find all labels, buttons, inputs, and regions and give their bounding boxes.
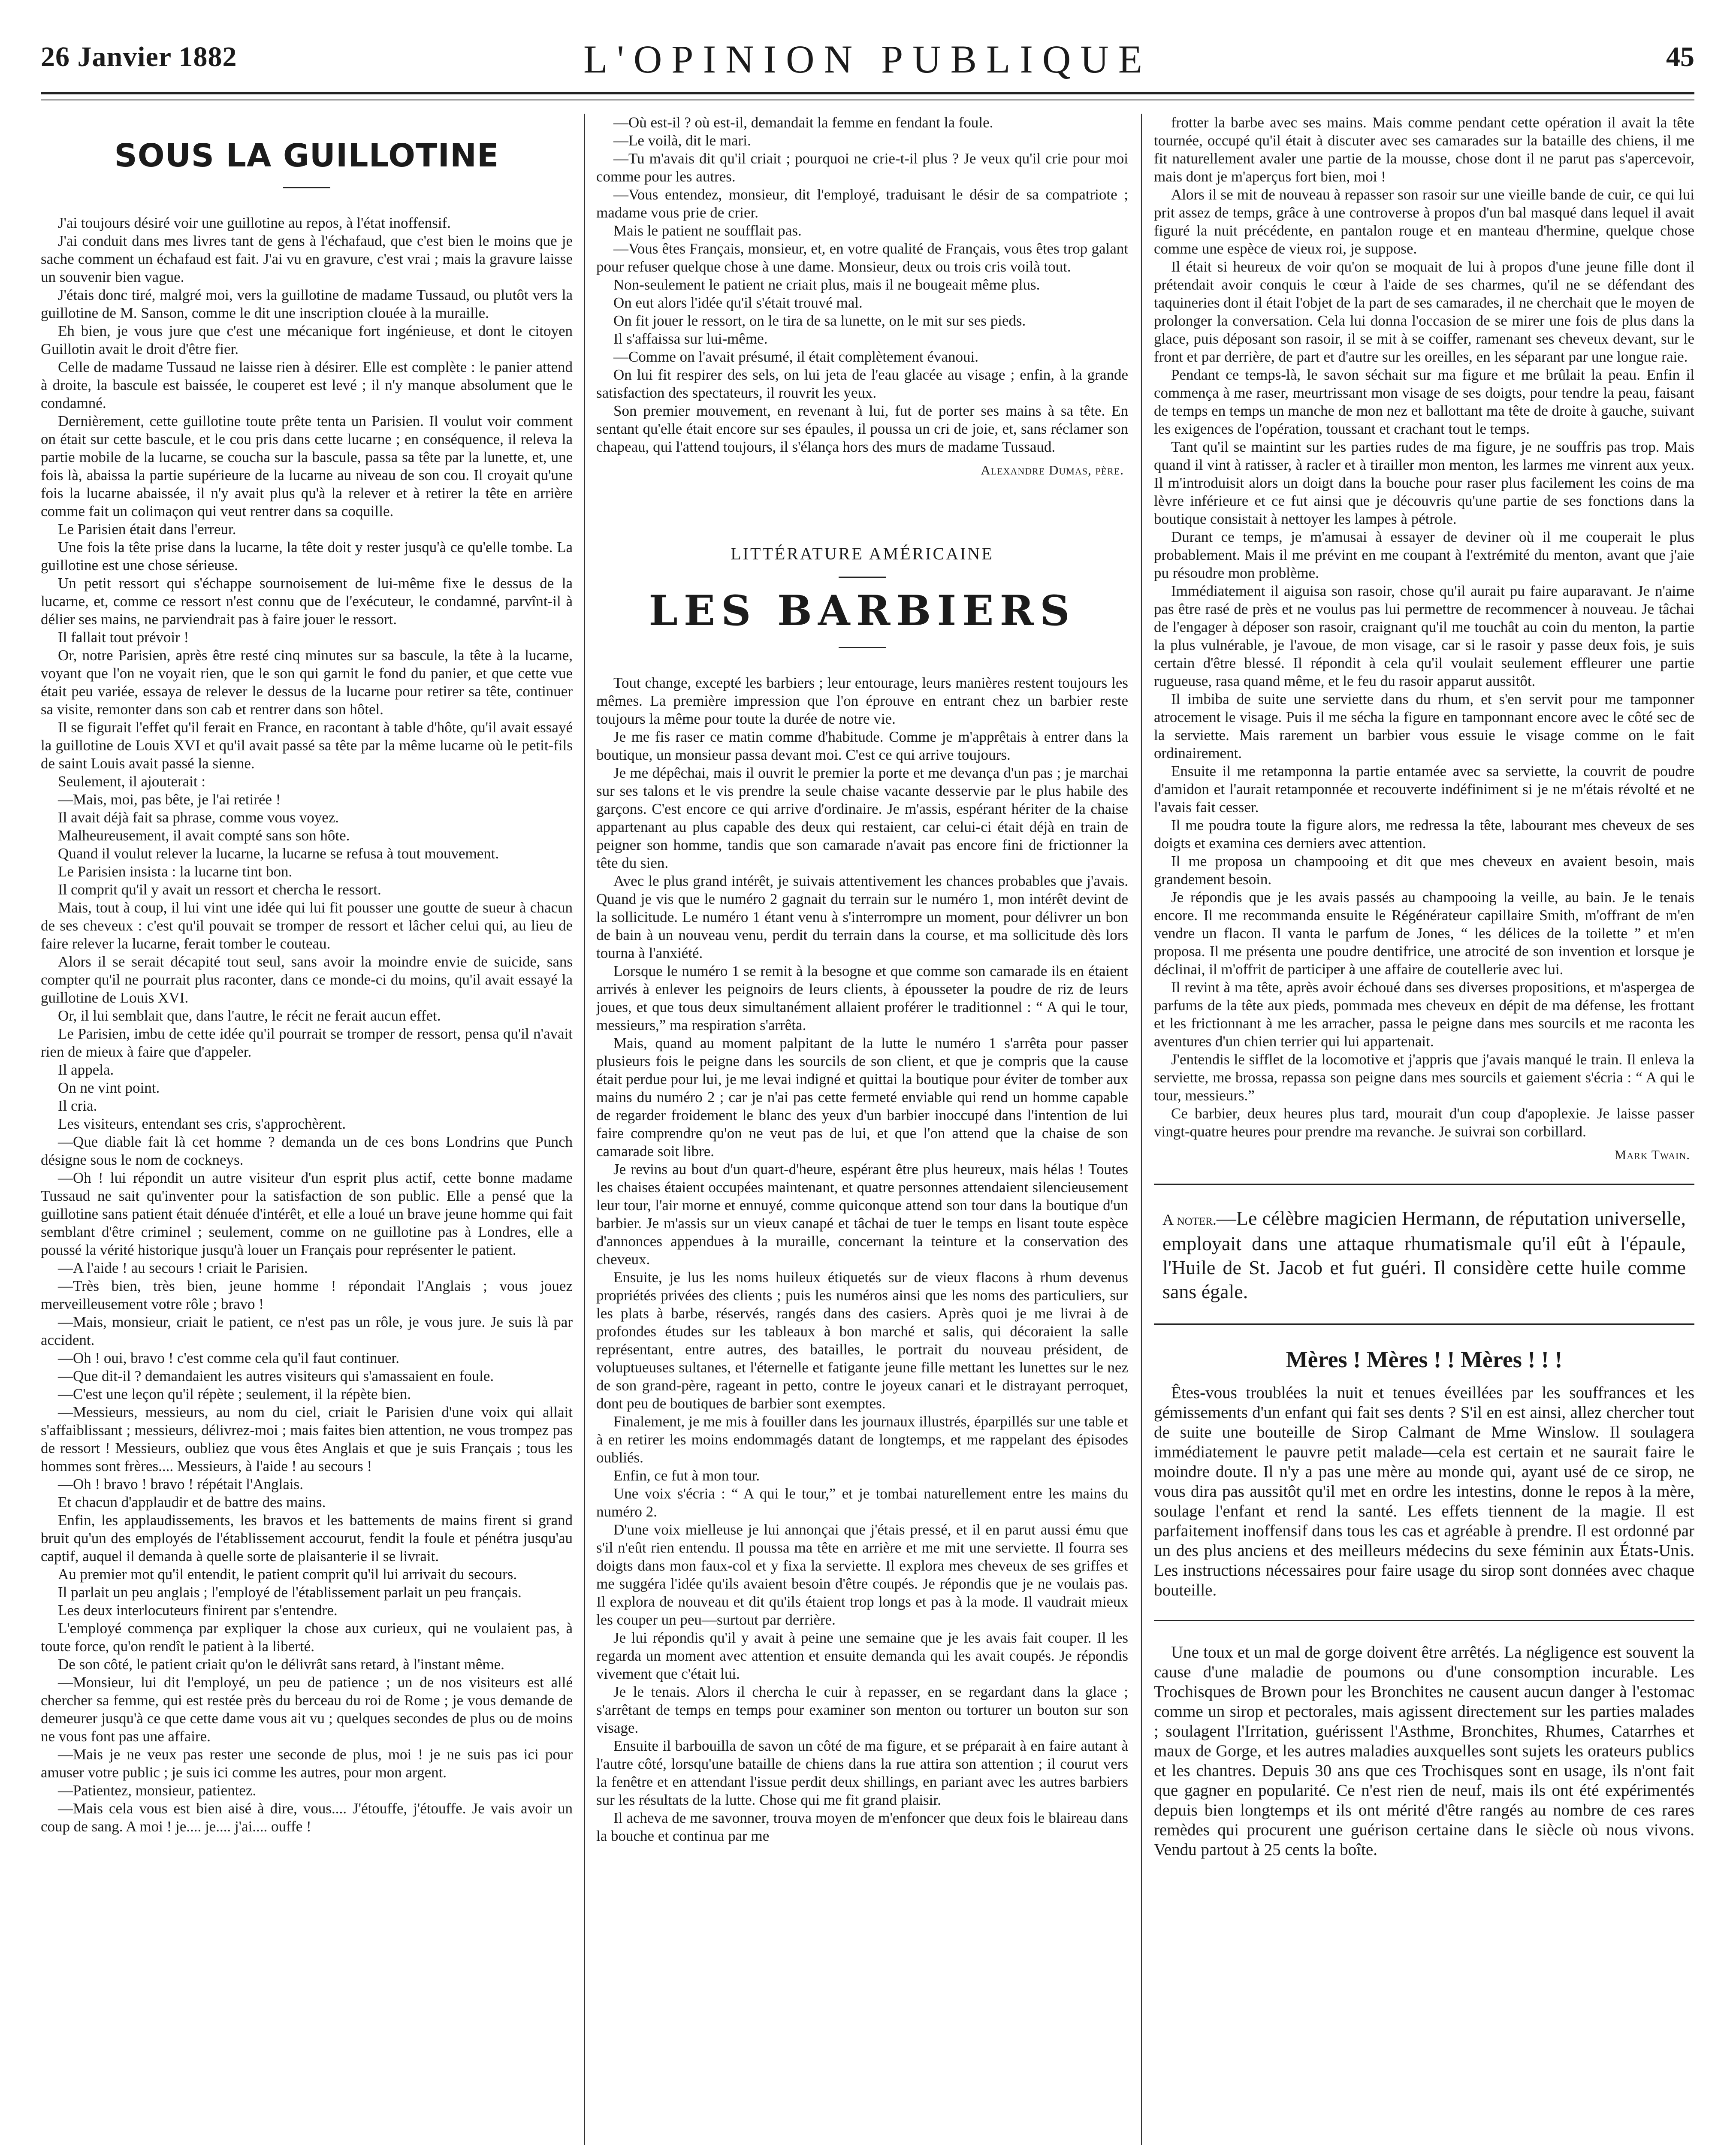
paragraph: Pendant ce temps-là, le savon séchait sur ma figure et me brûlait la peau. Enfin il commença à me raser, meurtrissant mon visage de ses doigts, pour tendre la peau, faisant de temps en temps un manche de mon nez et ballottant ma tête de droite à gauche, suivant les exigences de l'opération, toussant et crachant tout le temps.	[1154, 366, 1694, 437]
paragraph: Il revint à ma tête, après avoir échoué dans ses diverses propositions, et m'aspergea de parfums de la tête aux pieds, pommada mes cheveux en dépit de ma défense, les frottant et les frictionnant à me les arracher, passa le peigne dans mes sourcils et me raconta les aventures d'un chien terrier qui lui appartenait.	[1154, 979, 1694, 1050]
paragraph: Tout change, excepté les barbiers ; leur entourage, leurs manières restent toujours les mêmes. La première impression que l'on éprouve en entrant chez un barbier reste toujours la même pour toute la durée de notre vie.	[596, 674, 1128, 727]
column-divider-2	[1141, 114, 1142, 2145]
author-signature-twain: Mark Twain.	[1614, 1147, 1690, 1162]
article-title-barbiers: LES BARBIERS	[649, 586, 1076, 635]
column-3	[1154, 114, 1694, 2145]
page-number: 45	[1666, 41, 1694, 73]
column-1	[41, 114, 573, 2145]
ad-sirop-text: Êtes-vous troublées la nuit et tenues éveillées par les souffrances et les gémissements d'un enfant qui fait ses dents ? S'il en est ainsi, allez chercher tout de suite une bouteille de Sirop Calmant de Mme Winslow. Il soulagera immédiatement le pauvre petit malade—cela est certain et ne saurait faire le moindre doute. Il n'y a pas une mère au monde qui, ayant usé de ce sirop, ne vous dira pas aussitôt qu'il met en ordre les intestins, donne le repos à la mère, soulage l'enfant et rend la santé. Les effets tiennent de la magie. Il est parfaitement inoffensif dans tous les cas et agréable à prendre. Il est ordonné par un des plus anciens et des meilleurs médecins du sexe féminin aux États-Unis. Les instructions nécessaires pour faire usage du sirop sont données avec chaque bouteille.	[1154, 1384, 1694, 1599]
paragraph: De son côté, le patient criait qu'on le délivrât sans retard, à l'instant même.	[58, 1656, 504, 1673]
title-rule-2	[839, 647, 886, 648]
newspaper-title: L'OPINION PUBLIQUE	[583, 37, 1152, 81]
paragraph: Il imbiba de suite une serviette dans du rhum, et s'en servit pour me tamponner atrocement le visage. Puis il me sécha la figure en tamponnant encore avec le côté sec de la serviette. Mais rarement un barbier vous essuie le visage comme on le fait ordinairement.	[1154, 691, 1694, 761]
paragraph: Non-seulement le patient ne criait plus, mais il ne bougeait même plus.	[613, 276, 1040, 293]
paragraph: Le Parisien était dans l'erreur.	[58, 521, 236, 538]
paragraph: Immédiatement il aiguisa son rasoir, chose qu'il aurait pu faire auparavant. Je n'aime pas être rasé de près et ne voulus pas lui permettre de recommencer à nouveau. Je tâchai de l'engager à déposer son rasoir, craignant qu'il me touchât au coin du menton, la partie la plus vulnérable, je l'avoue, de mon visage, car si le rasoir y passe deux fois, je suis certain d'être blessé. Il répondit à cela qu'il voulait seulement effleurer une partie rugueuse, rasa quand même, et le feu du rasoir apparut aussitôt.	[1154, 583, 1694, 689]
paragraph: On fit jouer le ressort, on le tira de sa lunette, on le mit sur ses pieds.	[613, 312, 1026, 329]
title-rule	[283, 187, 330, 188]
paragraph: Ensuite, je lus les noms huileux étiquetés sur de vieux flacons à rhum devenus propriétés privées des clients ; puis les numéros ainsi que les noms des particuliers, sur les plats à barbe, réservés, rangés dans des casiers. Après quoi je me livrai à de profondes études sur les tableaux à bon marché et salis, qui décoraient la salle représentant, entre autres, des batailles, le portrait du nouveau président, de voluptueuses sultanes, et l'éternelle et fatigante jeune fille mettant les lunettes sur le nez de son grand-père, rageant in petto, contre le joyeux canari et le distrayant perroquet, dont peu de boutiques de barbier sont exemptes.	[596, 1269, 1128, 1412]
paragraph: Il appela.	[58, 1061, 114, 1078]
paragraph: Dernièrement, cette guillotine toute prête tenta un Parisien. Il voulut voir comment on était sur cette bascule, et le cou pris dans cette lucarne ; en conséquence, il releva la partie mobile de la lucarne, se coucha sur la bascule, passa sa tête par la lunette, et, une fois là, abaissa la partie supérieure de la lucarne au niveau de son cou. Il croyait qu'une fois la lucarne abaissée, il n'y avait plus qu'à la relever et à retirer la tête en arrière comme fait un colimaçon qui veut rentrer dans sa coquille.	[41, 413, 573, 520]
paragraph: Alors il se serait décapité tout seul, sans avoir la moindre envie de suicide, sans compter qu'il ne pourrait plus raconter, dans ce monde-ci du moins, qu'il avait essayé la guillotine de Louis XVI.	[41, 953, 573, 1006]
paragraph: Alors il se mit de nouveau à repasser son rasoir sur une vieille bande de cuir, ce qui lui prit assez de temps, grâce à une controverse à propos d'un bal masqué dans lequel il avait figuré la nuit précédente, en pantalon rouge et en manteau d'hermine, quelque chose comme une espèce de vieux roi, je suppose.	[1154, 186, 1694, 257]
paragraph: Je le tenais. Alors il chercha le cuir à repasser, en se regardant dans la glace ; s'arrêtant de temps en temps pour examiner son menton ou torturer un bouton sur son visage.	[596, 1683, 1128, 1736]
paragraph: —Oh ! oui, bravo ! c'est comme cela qu'il faut continuer.	[58, 1350, 399, 1366]
paragraph: Un petit ressort qui s'échappe sournoisement de lui-même fixe le dessus de la lucarne, et, comme ce ressort n'est connu que de l'exécuteur, le condamné, parvînt-il à délier ses mains, ne parviendrait pas à faire jouer le ressort.	[41, 575, 573, 628]
paragraph: Il fallait tout prévoir !	[58, 629, 189, 646]
article-guillotine-body	[41, 214, 573, 1836]
separator-rule-3	[1154, 1620, 1694, 1621]
paragraph: —Vous êtes Français, monsieur, et, en votre qualité de Français, vous êtes trop galant pour refuser quelque chose à une dame. Monsieur, deux ou trois cris voilà tout.	[596, 240, 1128, 275]
paragraph: Or, il lui semblait que, dans l'autre, le récit ne ferait aucun effet.	[58, 1007, 441, 1024]
paragraph: Il me proposa un champooing et dit que mes cheveux en avaient besoin, mais grandement besoin.	[1154, 853, 1694, 888]
article-barbiers-body	[596, 674, 1128, 1845]
paragraph: Il s'affaissa sur lui-même.	[613, 330, 768, 347]
paragraph: Je lui répondis qu'il y avait à peine une semaine que je les avais fait couper. Il les regarda un moment avec attention et ensuite demanda qui les avait coupés. Je répondis vivement que c'était lui.	[596, 1629, 1128, 1682]
paragraph: Tant qu'il se maintint sur les parties rudes de ma figure, je ne souffris pas trop. Mais quand il vint à ratisser, à racler et à tirailler mon menton, les larmes me vinrent aux yeux. Il m'introduisit alors un doigt dans la bouche pour raser plus facilement les coins de ma lèvre inférieure et ce fut ainsi que je découvris qu'une partie de ses fonctions dans la boutique consistait à nettoyer les lampes à pétrole.	[1154, 438, 1694, 527]
paragraph: —Le voilà, dit le mari.	[613, 132, 751, 149]
paragraph: Quand il voulut relever la lucarne, la lucarne se refusa à tout mouvement.	[58, 845, 499, 862]
paragraph: Je me dépêchai, mais il ouvrit le premier la porte et me devança d'un pas ; je marchai sur ses talons et le vis prendre la seule chaise vacante desservie par le plus habile des garçons. C'est encore ce qui arrive d'ordinaire. Je m'assis, espérant hériter de la chaise appartenant au plus capable des deux qui restaient, car celui-ci était déjà en train de peigner son homme, tandis que son camarade n'avait pas encore fini de frictionner la tête du sien.	[596, 764, 1128, 871]
paragraph: —Messieurs, messieurs, au nom du ciel, criait le Parisien d'une voix qui allait s'affaiblissant ; messieurs, délivrez-moi ; mais faites bien attention, ne vous trompez pas de ressort ! Messieurs, oubliez que vous êtes Anglais et que je suis Français ; tous les hommes sont frères.... Messieurs, à l'aide ! au secours !	[41, 1404, 573, 1474]
article-guillotine-continued	[596, 114, 1128, 456]
column-2	[596, 114, 1128, 2145]
notice-hermann	[1162, 1206, 1686, 1304]
paragraph: Je répondis que je les avais passés au champooing la veille, au bain. Je le tenais encore. Il me recommanda ensuite le Régénérateur capillaire Smith, m'offrant de m'en vendre un flacon. Il vanta le parfum de Jones, “ les délices de la toilette ” et m'en proposa. Il me présenta une poudre dentifrice, une atrocité de son invention et lorsque je déclinai, il m'offrit de participer à une affaire de coutellerie avec lui.	[1154, 889, 1694, 978]
paragraph: —Comme on l'avait présumé, il était complètement évanoui.	[613, 348, 978, 365]
paragraph: Je me fis raser ce matin comme d'habitude. Comme je m'apprêtais à entrer dans la boutique, un monsieur passa devant moi. C'est ce qui arrive toujours.	[596, 728, 1128, 763]
paragraph: Eh bien, je vous jure que c'est une mécanique fort ingénieuse, et dont le citoyen Guillotin avait le droit d'être fier.	[41, 323, 573, 357]
paragraph: —Que dit-il ? demandaient les autres visiteurs qui s'amassaient en foule.	[58, 1368, 494, 1384]
paragraph: Enfin, ce fut à mon tour.	[613, 1467, 760, 1484]
paragraph: Seulement, il ajouterait :	[58, 773, 206, 790]
masthead	[41, 36, 1694, 92]
paragraph: —Tu m'avais dit qu'il criait ; pourquoi ne crie-t-il plus ? Je veux qu'il crie pour moi comme pour les autres.	[596, 150, 1128, 185]
paragraph: —Mais je ne veux pas rester une seconde de plus, moi ! je ne suis pas ici pour amuser votre public ; je suis ici comme les autres, pour mon argent.	[41, 1746, 573, 1781]
author-signature-dumas: Alexandre Dumas, père.	[981, 462, 1124, 477]
section-label: LITTÉRATURE AMÉRICAINE	[731, 544, 994, 563]
ad-sirop	[1154, 1383, 1694, 1600]
paragraph: D'une voix mielleuse je lui annonçai que j'étais pressé, et il en parut aussi ému que s'il n'eût rien entendu. Il poussa ma tête en arrière et me mit une serviette. Il fourra ses doigts dans mon faux-col et y fixa la serviette. Il explora mes cheveux de ses griffes et me suggéra l'idée qu'ils avaient besoin d'être coupés. Je répondis que je ne voulais pas. Il explora de nouveau et dit qu'ils étaient trop longs et pas à la mode. Il vaudrait mieux les couper un peu—surtout par derrière.	[596, 1521, 1128, 1628]
paragraph: —Mais, moi, pas bête, je l'ai retirée !	[58, 791, 281, 808]
notice-text: —Le célèbre magicien Hermann, de réputation universelle, employait dans une attaque rhumatismale qu'il eût à l'épaule, l'Huile de St. Jacob et fut guéri. Il considère cette huile comme sans égale.	[1162, 1207, 1686, 1302]
paragraph: —Vous entendez, monsieur, dit l'employé, traduisant le désir de sa compatriote ; madame vous prie de crier.	[596, 186, 1128, 221]
paragraph: Le Parisien insista : la lucarne tint bon.	[58, 863, 293, 880]
section-rule	[839, 577, 886, 578]
paragraph: Il cria.	[58, 1097, 97, 1114]
separator-rule	[1154, 1184, 1694, 1185]
paragraph: Les deux interlocuteurs finirent par s'entendre.	[58, 1602, 338, 1619]
paragraph: —Monsieur, lui dit l'employé, un peu de patience ; un de nos visiteurs est allé chercher sa femme, qui est restée près du berceau du roi de Rome ; je vous demande de demeurer jusqu'à ce que cette dame vous ait vu ; quelques secondes de plus ou de moins ne vous font pas une affaire.	[41, 1674, 573, 1745]
ad-title-meres: Mères ! Mères ! ! Mères ! ! !	[1286, 1347, 1563, 1372]
paragraph: Ensuite il me retamponna la partie entamée avec sa serviette, la couvrit de poudre d'amidon et l'aurait retamponnée et recouverte indéfiniment si je ne m'étais révolté et ne l'avais fait cesser.	[1154, 763, 1694, 816]
paragraph: On eut alors l'idée qu'il s'était trouvé mal.	[613, 294, 863, 311]
separator-rule-2	[1154, 1323, 1694, 1325]
paragraph: —Que diable fait là cet homme ? demanda un de ces bons Londrins que Punch désigne sous le nom de cockneys.	[41, 1133, 573, 1168]
paragraph: Malheureusement, il avait compté sans son hôte.	[58, 827, 350, 844]
masthead-rule-thick	[41, 92, 1694, 94]
ad-trochisques-text: Une toux et un mal de gorge doivent être arrêtés. La négligence est souvent la cause d'une maladie de poumons ou d'une consomption incurable. Les Trochisques de Brown pour les Bronchites ne causent aucun danger à l'estomac comme un sirop et pectorales, mais agissent directement sur les parties malades ; soulagent l'Irritation, guérissent l'Asthme, Bronchites, Rhumes, Catarrhes et maux de Gorge, et les autres maladies auxquelles sont sujets les orateurs publics et les chantres. Depuis 30 ans que ces Trochisques sont en usage, ils n'ont fait que gagner en popularité. Ce n'est rien de neuf, mais ils ont été expérimentés depuis bien longtemps et ils ont mérité d'être rangés au nombre de ces rares remèdes qui procurent une guérison certaine dans le siècle où nous vivons. Vendu partout à 25 cents la boîte.	[1154, 1643, 1694, 1859]
paragraph: —Mais cela vous est bien aisé à dire, vous.... J'étouffe, j'étouffe. Je vais avoir un coup de sang. A moi ! je.... je.... j'ai.... ouffe !	[41, 1800, 573, 1835]
paragraph: Finalement, je me mis à fouiller dans les journaux illustrés, éparpillés sur une table et à en retirer les moins endommagés datant de longtemps, et me rappelant des épisodes oubliés.	[596, 1413, 1128, 1466]
paragraph: Je revins au bout d'un quart-d'heure, espérant être plus heureux, mais hélas ! Toutes les chaises étaient occupées maintenant, et quatre personnes attendaient silencieusement leur tour, l'air morne et ennuyé, comme quiconque attend son tour dans la boutique d'un barbier. Je m'assis sur un vieux canapé et tâchai de tuer le temps en lisant toute espèce d'annonces appendues à la muraille, concernant la teinture et la conservation des cheveux.	[596, 1161, 1128, 1268]
paragraph: J'entendis le sifflet de la locomotive et j'appris que j'avais manqué le train. Il enleva la serviette, me brossa, repassa son peigne dans mes sourcils et gaiement s'écria : “ A qui le tour, messieurs.”	[1154, 1051, 1694, 1104]
paragraph: Et chacun d'applaudir et de battre des mains.	[58, 1494, 326, 1511]
paragraph: Il était si heureux de voir qu'on se moquait de lui à propos d'une jeune fille dont il prétendait avoir conquis le cœur à l'aide de ses charmes, qu'il ne se défendant des taquineries dont il était l'objet de la part de ses camarades, il ne cherchait que le moyen de prolonger la conversation. Cela lui donna l'occasion de se mirer une fois de plus dans la glace, puis déposant son rasoir, il se mit à se coiffer, ramenant ses cheveux devant, sur le front et par derrière, de part et d'autre sur les oreilles, en les séparant par une longue raie.	[1154, 258, 1694, 365]
column-divider-1	[584, 114, 585, 2145]
notice-lead: A noter.	[1162, 1211, 1217, 1228]
paragraph: Il me poudra toute la figure alors, me redressa la tête, labourant mes cheveux de ses doigts et examina ces derniers avec attention.	[1154, 817, 1694, 852]
paragraph: Avec le plus grand intérêt, je suivais attentivement les chances probables que j'avais. Quand je vis que le numéro 2 gagnait du terrain sur le numéro 1, mon intérêt devint de la sollicitude. Le numéro 1 étant venu à s'interrompre un moment, pour délivrer un bon de bain à un nouveau venu, perdit du terrain dans la course, et ma sollicitude dès lors tourna à l'anxiété.	[596, 873, 1128, 961]
paragraph: —Très bien, très bien, jeune homme ! répondait l'Anglais ; vous jouez merveilleusement votre rôle ; bravo !	[41, 1278, 573, 1312]
paragraph: On ne vint point.	[58, 1079, 160, 1096]
paragraph: Mais le patient ne soufflait pas.	[613, 222, 802, 239]
paragraph: L'employé commença par expliquer la chose aux curieux, qui ne voulaient pas, à toute force, qu'on rendît le patient à la liberté.	[41, 1620, 573, 1655]
paragraph: Il comprit qu'il y avait un ressort et chercha le ressort.	[58, 881, 381, 898]
paragraph: —C'est une leçon qu'il répète ; seulement, il la répète bien.	[58, 1386, 411, 1402]
paragraph: Mais, tout à coup, il lui vint une idée qui lui fit pousser une goutte de sueur à chacun de ses cheveux : c'est qu'il pouvait se tromper de ressort et lâcher celui qui, au lieu de faire relever la lucarne, ferait tomber le couteau.	[41, 899, 573, 952]
paragraph: —Oh ! lui répondit un autre visiteur d'un esprit plus actif, cette bonne madame Tussaud ne sait qu'inventer pour la satisfaction de son public. Elle a pensé que la guillotine sans patient était dénuée d'intérêt, et elle a loué un brave jeune homme qui fait semblant d'être criminel ; seulement, comme on ne guillotine pas à Londres, elle a poussé la vérité historique jusqu'à louer un Français pour représenter le patient.	[41, 1169, 573, 1258]
paragraph: —Mais, monsieur, criait le patient, ce n'est pas un rôle, je vous jure. Je suis là par accident.	[41, 1314, 573, 1348]
paragraph: Les visiteurs, entendant ses cris, s'approchèrent.	[58, 1115, 346, 1132]
ad-trochisques	[1154, 1643, 1694, 1860]
paragraph: Celle de madame Tussaud ne laisse rien à désirer. Elle est complète : le panier attend à droite, la bascule est baissée, le couperet est levé ; il n'y manque absolument que le condamné.	[41, 359, 573, 411]
paragraph: Enfin, les applaudissements, les bravos et les battements de mains firent si grand bruit qu'un des employés de l'établissement accourut, fendit la foule et pénétra jusqu'au captif, auquel il demanda à quelle sorte de plaisanterie il se livrait.	[41, 1512, 573, 1565]
paragraph: J'étais donc tiré, malgré moi, vers la guillotine de madame Tussaud, ou plutôt vers la guillotine de M. Sanson, comme le dit une inscription clouée à la muraille.	[41, 287, 573, 321]
paragraph: J'ai conduit dans mes livres tant de gens à l'échafaud, que c'est bien le moins que je sache comment un échafaud est fait. J'ai vu en gravure, c'est vrai ; mais la gravure laisse un souvenir bien vague.	[41, 233, 573, 285]
article-title-guillotine: SOUS LA GUILLOTINE	[114, 137, 499, 174]
article-barbiers-continued	[1154, 114, 1694, 1141]
issue-date: 26 Janvier 1882	[41, 41, 237, 73]
paragraph: Il acheva de me savonner, trouva moyen de m'enfoncer que deux fois le blaireau dans la bouche et continua par me	[596, 1810, 1128, 1844]
paragraph: Au premier mot qu'il entendit, le patient comprit qu'il lui arrivait du secours.	[58, 1566, 517, 1583]
paragraph: Il se figurait l'effet qu'il ferait en France, en racontant à table d'hôte, qu'il avait essayé la guillotine de Louis XVI et qu'il avait passé sa tête par la même lucarne où le petit-fils de saint Louis avait passé la sienne.	[41, 719, 573, 772]
paragraph: Il avait déjà fait sa phrase, comme vous voyez.	[58, 809, 339, 826]
paragraph: Lorsque le numéro 1 se remit à la besogne et que comme son camarade ils en étaient arrivés à enlever les peignoirs de leurs clients, à épousseter la poudre de riz de leurs joues, et que tous deux simultanément allaient proférer le traditionnel : “ A qui le tour, messieurs,” ma respiration s'arrêta.	[596, 963, 1128, 1033]
paragraph: frotter la barbe avec ses mains. Mais comme pendant cette opération il avait la tête tournée, occupé qu'il était à discuter avec ses camarades sur la bataille des chiens, il me fit naturellement avaler une partie de la mousse, chose dont il ne parut pas s'apercevoir, mais dont je m'aperçus fort bien, moi !	[1154, 114, 1694, 185]
paragraph: —Patientez, monsieur, patientez.	[58, 1782, 257, 1799]
paragraph: Le Parisien, imbu de cette idée qu'il pourrait se tromper de ressort, pensa qu'il n'avait rien de mieux à faire que d'appeler.	[41, 1025, 573, 1060]
paragraph: Ce barbier, deux heures plus tard, mourait d'un coup d'apoplexie. Je laisse passer vingt-quatre heures pour prendre ma revanche. Je suivrai son corbillard.	[1154, 1105, 1694, 1140]
paragraph: Ensuite il barbouilla de savon un côté de ma figure, et se préparait à en faire autant à l'autre côté, lorsqu'une bataille de chiens dans la rue attira son attention ; il courut vers la fenêtre et en attendant l'issue perdit deux shillings, en pariant avec les autres barbiers sur les résultats de la lutte. Chose qui me fit grand plaisir.	[596, 1737, 1128, 1808]
paragraph: Une fois la tête prise dans la lucarne, la tête doit y rester jusqu'à ce qu'elle tombe. La guillotine est une chose sérieuse.	[41, 539, 573, 574]
paragraph: —A l'aide ! au secours ! criait le Parisien.	[58, 1260, 308, 1276]
paragraph: On lui fit respirer des sels, on lui jeta de l'eau glacée au visage ; enfin, à la grande satisfaction des spectateurs, il rouvrit les yeux.	[596, 366, 1128, 401]
paragraph: —Oh ! bravo ! bravo ! répétait l'Anglais.	[58, 1476, 303, 1492]
paragraph: Or, notre Parisien, après être resté cinq minutes sur sa bascule, la tête à la lucarne, voyant que l'on ne voyait rien, que le son qui garnit le fond du panier, et que cette vue était peu variée, essaya de relever le dessus de la lucarne pour retirer sa tête, continuer sa visite, remonter dans son cab et rentrer dans son hôtel.	[41, 647, 573, 718]
paragraph: Une voix s'écria : “ A qui le tour,” et je tombai naturellement entre les mains du numéro 2.	[596, 1485, 1128, 1520]
paragraph: Durant ce temps, je m'amusai à essayer de deviner où il me couperait le plus probablement. Mais il me prévint en me coupant à l'extrémité du menton, avant que j'aie pu résoudre mon problème.	[1154, 529, 1694, 581]
paragraph: Son premier mouvement, en revenant à lui, fut de porter ses mains à sa tête. En sentant qu'elle était encore sur ses épaules, il poussa un cri de joie, et, sans réclamer son chapeau, qui l'attend toujours, il s'élança hors des murs de madame Tussaud.	[596, 402, 1128, 455]
paragraph: J'ai toujours désiré voir une guillotine au repos, à l'état inoffensif.	[58, 214, 451, 231]
paragraph: Mais, quand au moment palpitant de la lutte le numéro 1 s'arrêta pour passer plusieurs fois le peigne dans les sourcils de son client, et que je compris que la cause était perdue pour lui, je me levai indigné et quittai la boutique pour éviter de tomber aux mains du numéro 2 ; car je n'ai pas cette fermeté enviable qui rend un homme capable de regarder froidement le blanc des yeux d'un barbier inoccupé dans l'intention de lui faire comprendre qu'on ne veut pas de lui, et que l'on attend que la chaise de son camarade soit libre.	[596, 1035, 1128, 1160]
paragraph: —Où est-il ? où est-il, demandait la femme en fendant la foule.	[613, 114, 993, 131]
paragraph: Il parlait un peu anglais ; l'employé de l'établissement parlait un peu français.	[58, 1584, 522, 1601]
